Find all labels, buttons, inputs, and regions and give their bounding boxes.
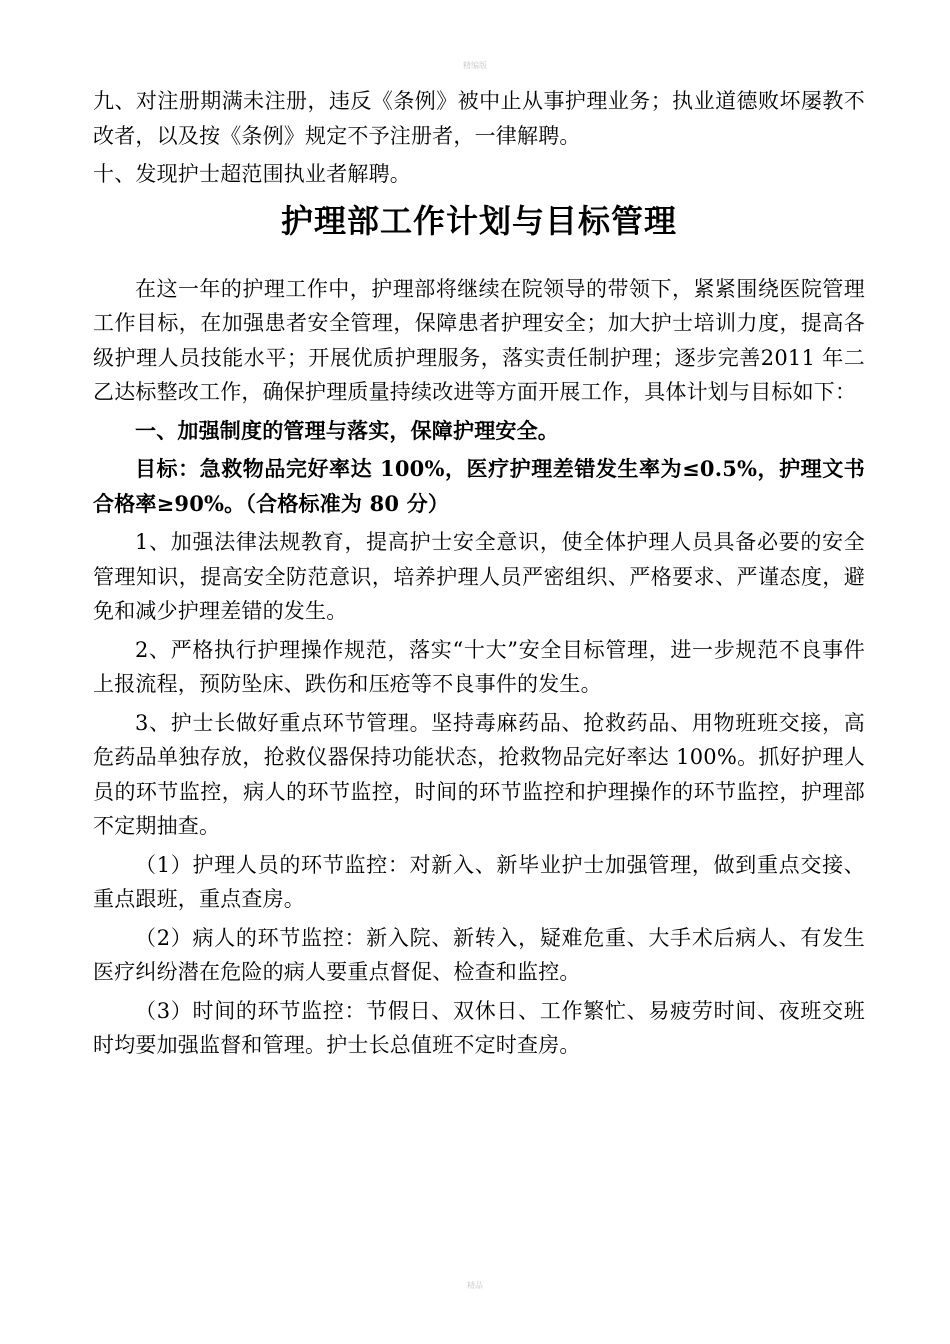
point-one: 1、加强法律法规教育，提高护士安全意识，使全体护理人员具备必要的安全管理知识，提高安全防范意识，培养护理人员严密组织、严格要求、严谨态度，避免和减少护理差错的发生。 (93, 530, 865, 623)
point-two: 2、严格执行护理操作规范，落实“十大”安全目标管理，进一步规范不良事件上报流程，预防坠床、跌伤和压疮等不良事件的发生。 (93, 637, 865, 696)
document-body (93, 84, 865, 1063)
section-one-heading: 一、加强制度的管理与落实，保障护理安全。 (135, 417, 559, 443)
document-title: 护理部工作计划与目标管理 (280, 201, 677, 240)
intro-paragraph: 在这一年的护理工作中，护理部将继续在院领导的带领下，紧紧围绕医院管理工作目标，在加强患者安全管理，保障患者护理安全；加大护士培训力度，提高各级护理人员技能水平；开展优质护理服务，落实责任制护理；逐步完善2011 年二乙达标整改工作，确保护理质量持续改进等方面开展工作，具体计划与目标如下： (93, 276, 865, 404)
footer-watermark: 精品 (467, 1281, 483, 1290)
section-one-goal: 目标：急救物品完好率达 100%，医疗护理差错发生率为≤0.5%，护理文书合格率≥90%。（合格标准为 80 分） (93, 456, 865, 516)
header-watermark: 精编版 (463, 61, 487, 70)
point-three: 3、护士长做好重点环节管理。坚持毒麻药品、抢救药品、用物班班交接，高危药品单独存放，抢救仪器保持功能状态，抢救物品完好率达 100%。抓好护理人员的环节监控，病人的环节监控，时间的环节监控和护理操作的环节监控，护理部不定期抽查。 (93, 710, 865, 838)
clause-nine: 九、对注册期满未注册，违反《条例》被中止从事护理业务；执业道德败坏屡教不改者，以及按《条例》规定不予注册者，一律解聘。 (93, 89, 865, 148)
sub-point-one: （1）护理人员的环节监控：对新入、新毕业护士加强管理，做到重点交接、重点跟班，重点查房。 (93, 852, 865, 911)
sub-point-two: （2）病人的环节监控：新入院、新转入，疑难危重、大手术后病人、有发生医疗纠纷潜在危险的病人要重点督促、检查和监控。 (93, 925, 865, 984)
clause-ten: 十、发现护士超范围执业者解聘。 (93, 162, 411, 186)
sub-point-three: （3）时间的环节监控：节假日、双休日、工作繁忙、易疲劳时间、夜班交班时均要加强监督和管理。护士长总值班不定时查房。 (93, 998, 865, 1057)
